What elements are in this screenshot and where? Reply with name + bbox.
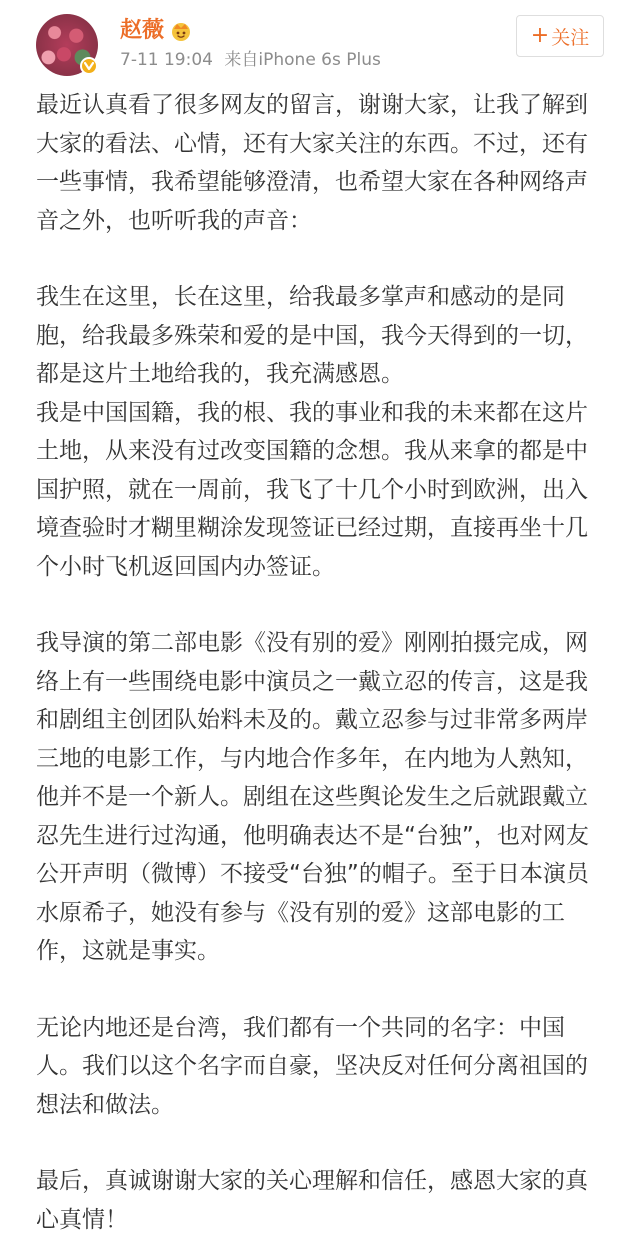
post-header <box>0 0 624 84</box>
post-paragraph: 最近认真看了很多网友的留言，谢谢大家，让我了解到大家的看法、心情，还有大家关注的东西。不过，还有一些事情，我希望能够澄清，也希望大家在各种网络声音之外，也听听我的声音： <box>36 92 588 234</box>
post-paragraph: 我生在这里，长在这里，给我最多掌声和感动的是同胞，给我最多殊荣和爱的是中国，我今天得到的一切，都是这片土地给我的，我充满感恩。 <box>36 284 588 387</box>
plus-icon: + <box>530 23 550 48</box>
post-paragraph: 无论内地还是台湾，我们都有一个共同的名字：中国人。我们以这个名字而自豪，坚决反对任何分离祖国的想法和做法。 <box>36 1014 588 1118</box>
username[interactable]: 赵薇 <box>120 18 165 43</box>
post-source: 来自iPhone 6s Plus <box>224 50 381 70</box>
post-paragraph: 我是中国国籍，我的根、我的事业和我的未来都在这片土地，从来没有过改变国籍的念想。我从来拿的都是中国护照，就在一周前，我飞了十几个小时到欧洲，出入境查验时才糊里糊涂发现签证已经过期，直接再坐十几个小时飞机返回国内办签证。 <box>36 399 588 580</box>
follow-button[interactable] <box>516 15 604 57</box>
follow-label: 关注 <box>551 26 590 49</box>
post-time: 7-11 19:04 <box>120 50 213 70</box>
verified-v-glyph <box>82 59 96 73</box>
post-meta <box>120 49 381 71</box>
verified-v-icon <box>80 57 98 75</box>
vip-crown-icon[interactable] <box>170 20 192 42</box>
post-paragraph: 最后，真诚谢谢大家的关心理解和信任，感恩大家的真心真情！ <box>36 1168 588 1233</box>
post-paragraph: 我导演的第二部电影《没有别的爱》刚刚拍摄完成，网络上有一些围绕电影中演员之一戴立忍的传言，这是我和剧组主创团队始料未及的。戴立忍参与过非常多两岸三地的电影工作，与内地合作多年，在内地为人熟知，他并不是一个新人。剧组在这些舆论发生之后就跟戴立忍先生进行过沟通，他明确表达不是“台独”，也对网友公开声明（微博）不接受“台独”的帽子。至于日本演员水原希子，她没有参与《没有别的爱》这部电影的工作，这就是事实。 <box>36 630 589 964</box>
post-body <box>36 86 594 1239</box>
